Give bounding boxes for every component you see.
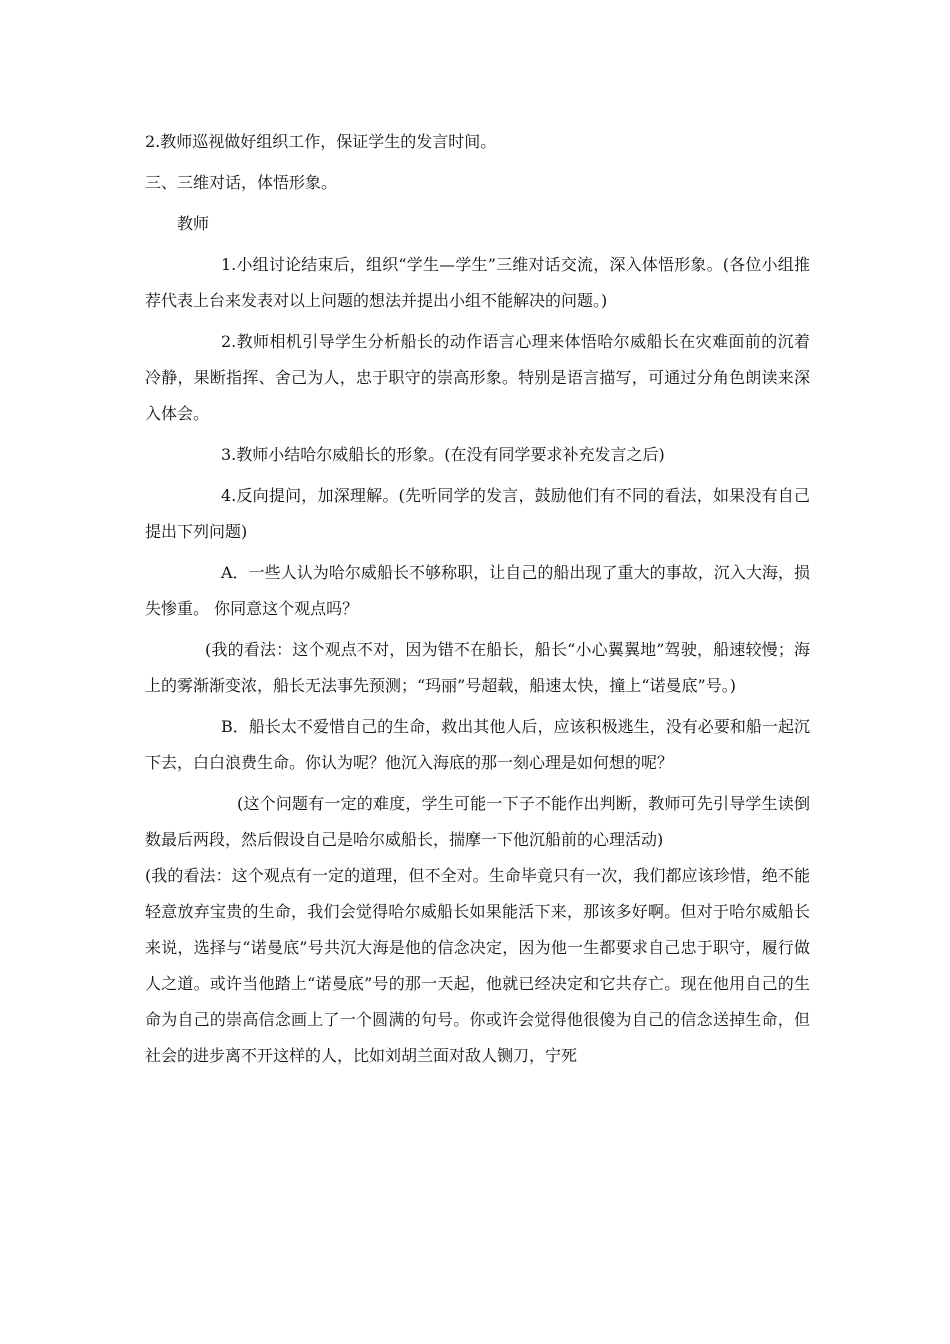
paragraph-teacher-label: 教师 <box>177 214 210 233</box>
paragraph-answer-b: (我的看法：这个观点有一定的道理，但不全对。生命毕竟只有一次，我们都应该珍惜，绝不能轻意放弃宝贵的生命，我们会觉得哈尔威船长如果能活下来，那该多好啊。但对于哈尔威船长来说，选择与“诺曼底”号共沉大海是他的信念决定，因为他一生都要求自己忠于职守，履行做人之道。或许当他踏上“诺曼底”号的那一天起，他就已经决定和它共存亡。现在他用自己的生命为自己的崇高信念画上了一个圆满的句号。你或许会觉得他很傻为自己的信念送掉生命，但社会的进步离不开这样的人，比如刘胡兰面对敌人铡刀，宁死 <box>145 866 810 1065</box>
paragraph-note-b: (这个问题有一定的难度，学生可能一下子不能作出判断，教师可先引导学生读倒数最后两段，然后假设自己是哈尔威船长，揣摩一下他沉船前的心理活动) <box>145 794 810 849</box>
paragraph-step-2-analysis: 2.教师相机引导学生分析船长的动作语言心理来体悟哈尔威船长在灾难面前的沉着冷静，果断指挥、舍己为人，忠于职守的崇高形象。特别是语言描写，可通过分角色朗读来深入体会。 <box>145 332 810 423</box>
paragraph-step-3-summary: 3.教师小结哈尔威船长的形象。(在没有同学要求补充发言之后) <box>221 445 665 464</box>
paragraph-step-2-teacher-patrol: 2.教师巡视做好组织工作，保证学生的发言时间。 <box>145 132 497 151</box>
document-body <box>145 124 810 1074</box>
paragraph-answer-a: (我的看法：这个观点不对，因为错不在船长，船长“小心翼翼地”驾驶，船速较慢；海上的雾渐渐变浓，船长无法事先预测；“玛丽”号超载，船速太快，撞上“诺曼底”号。) <box>145 640 810 695</box>
paragraph-question-b: B．船长太不爱惜自己的生命，救出其他人后，应该积极逃生，没有必要和船一起沉下去，白白浪费生命。你认为呢？他沉入海底的那一刻心理是如何想的呢？ <box>145 717 810 772</box>
section-heading-three-dialogue: 三、三维对话，体悟形象。 <box>145 173 338 192</box>
paragraph-question-a: A．一些人认为哈尔威船长不够称职，让自己的船出现了重大的事故，沉入大海，损失惨重。 你同意这个观点吗？ <box>145 563 810 618</box>
paragraph-step-4-reverse-question: 4.反向提问，加深理解。(先听同学的发言，鼓励他们有不同的看法，如果没有自己提出下列问题) <box>145 486 810 541</box>
paragraph-step-1-group-discussion: 1.小组讨论结束后，组织“学生—学生”三维对话交流，深入体悟形象。(各位小组推荐代表上台来发表对以上问题的想法并提出小组不能解决的问题。) <box>145 255 810 310</box>
